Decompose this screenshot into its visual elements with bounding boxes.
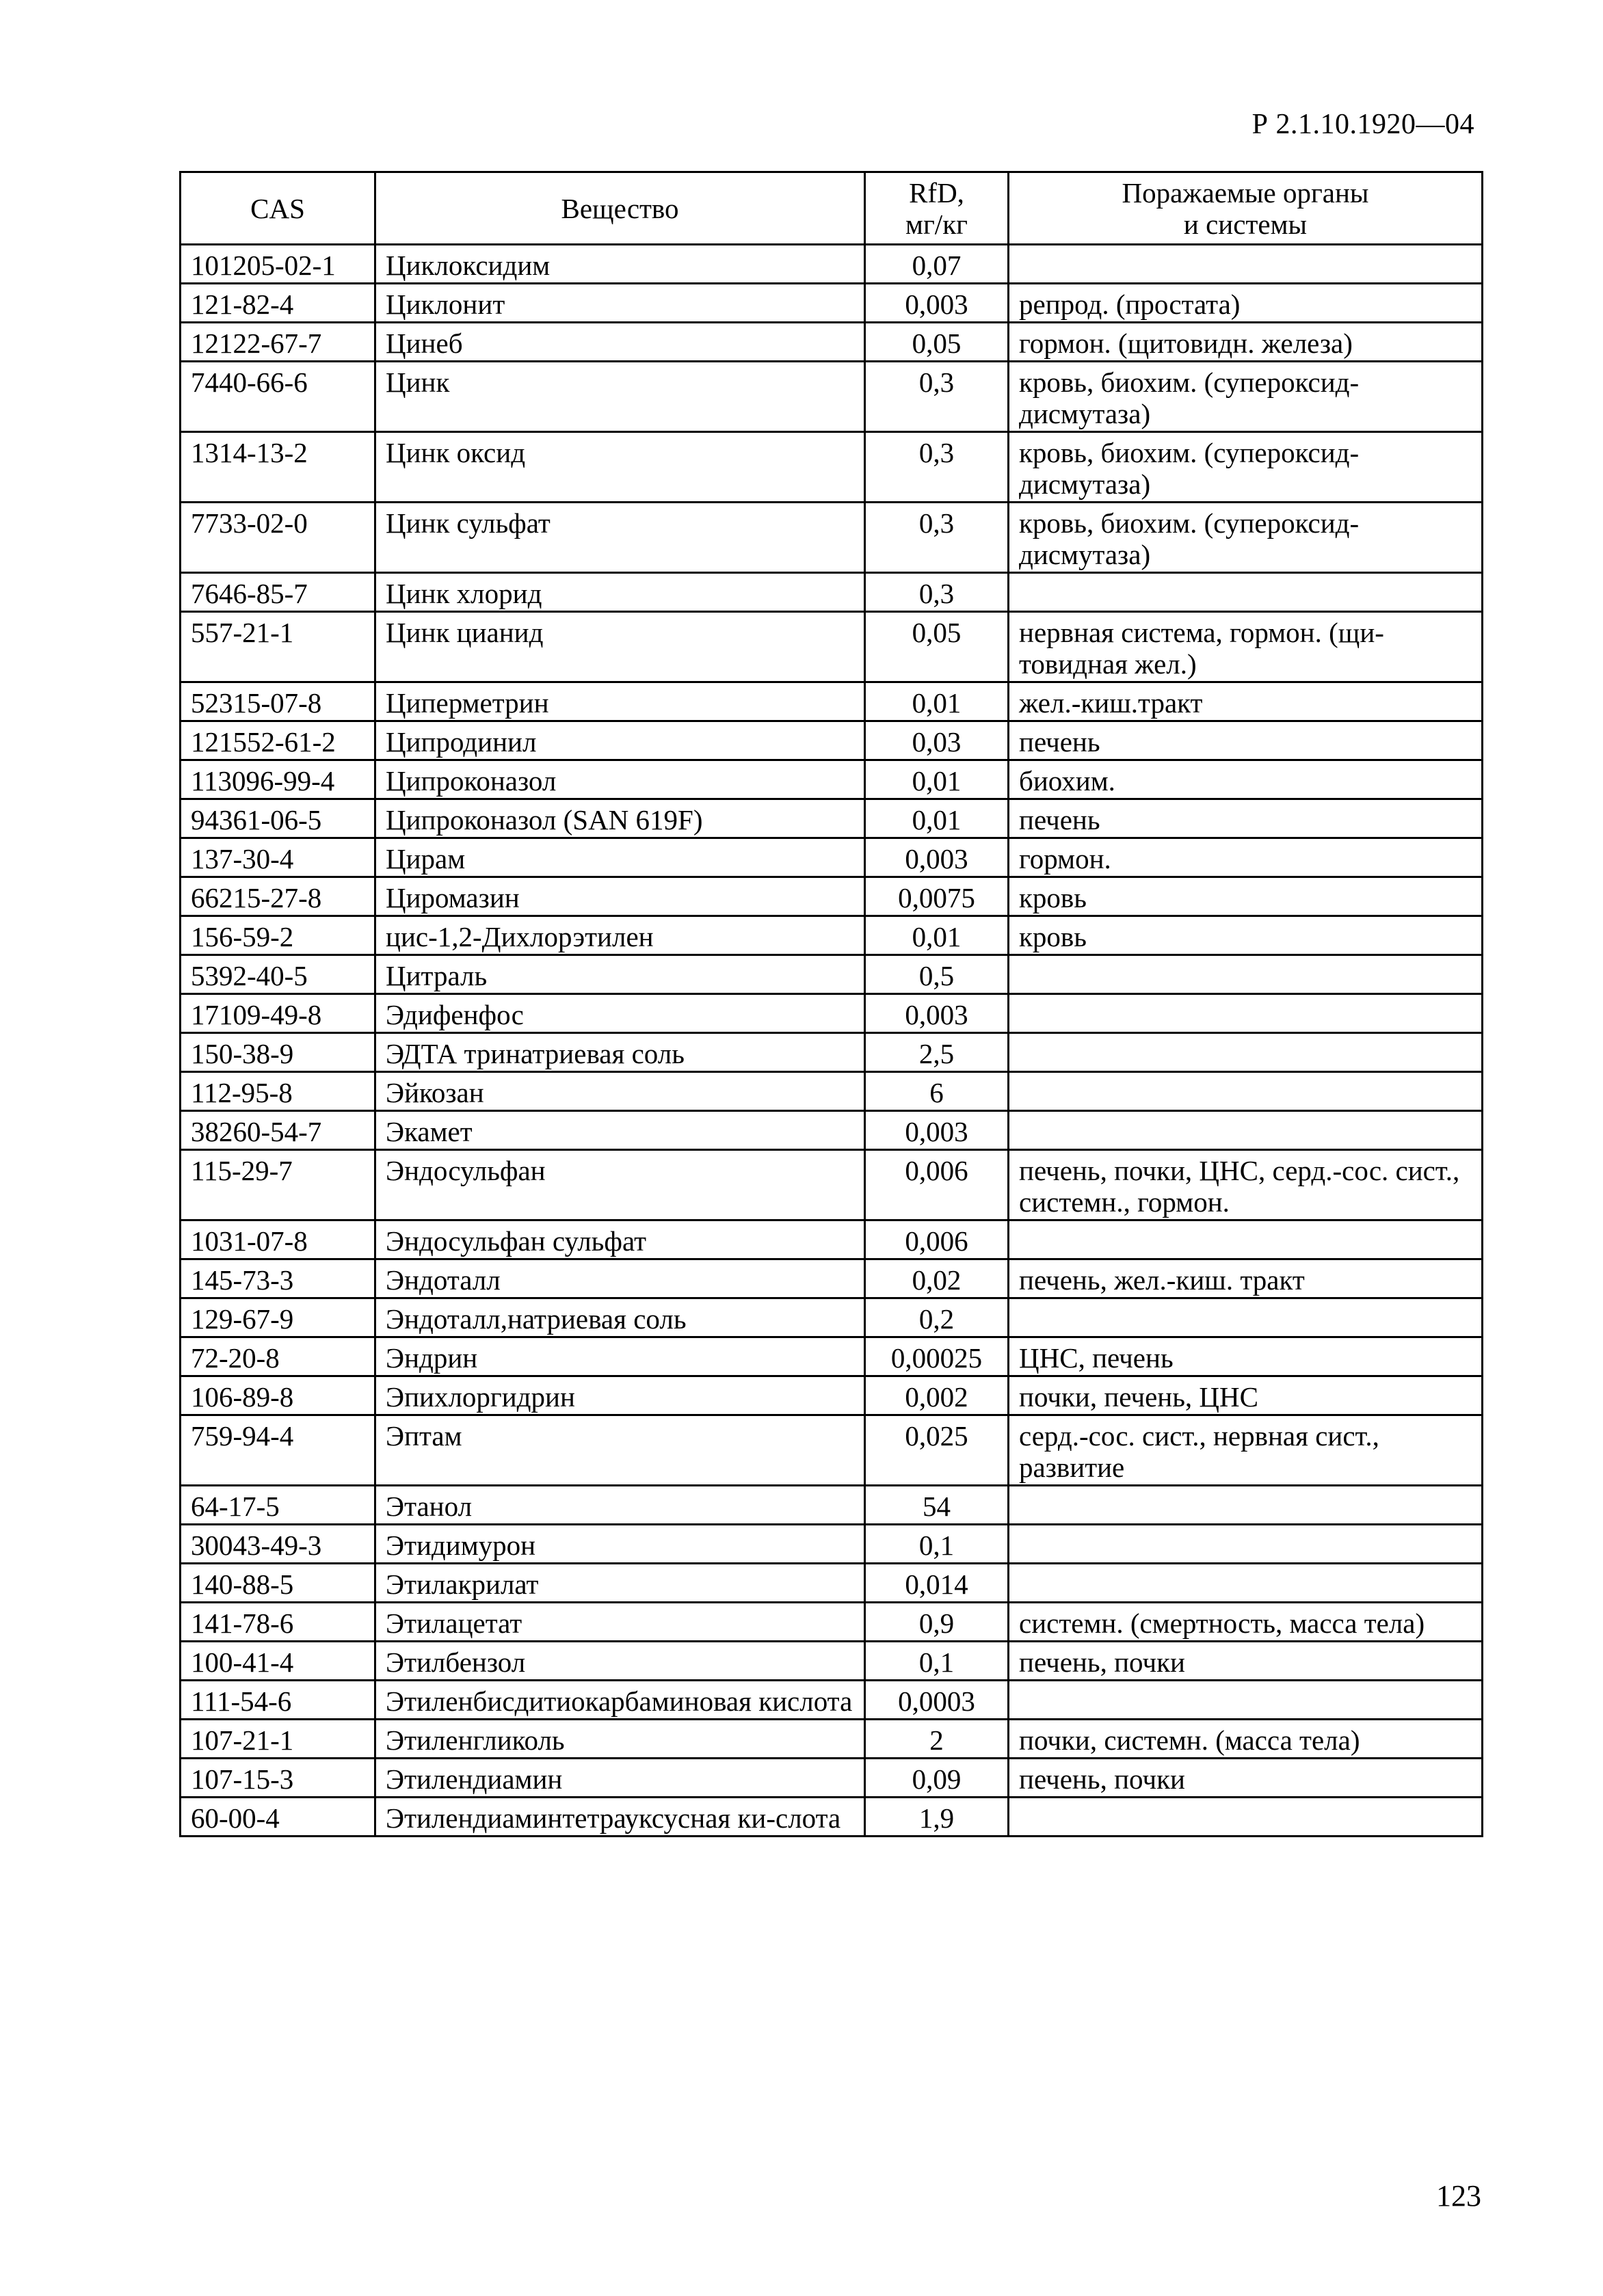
cas-cell: 107-21-1 <box>181 1720 375 1759</box>
rfd-cell: 0,003 <box>865 838 1009 877</box>
substance-cell: Циромазин <box>375 877 865 916</box>
cas-cell: 141-78-6 <box>181 1603 375 1642</box>
substance-cell: Эндрин <box>375 1337 865 1376</box>
organs-cell: кровь <box>1009 877 1483 916</box>
rfd-cell: 0,01 <box>865 760 1009 799</box>
table-row <box>181 1486 1483 1525</box>
table-row <box>181 682 1483 721</box>
organs-cell: печень, почки <box>1009 1759 1483 1798</box>
organs-cell: печень <box>1009 799 1483 838</box>
rfd-cell: 0,003 <box>865 284 1009 323</box>
substance-cell: Эндоталл,натриевая соль <box>375 1298 865 1337</box>
substance-cell: Этилбензол <box>375 1642 865 1681</box>
substance-cell: Этилакрилат <box>375 1564 865 1603</box>
substance-cell: ЭДТА тринатриевая соль <box>375 1033 865 1072</box>
substance-cell: Цинк оксид <box>375 432 865 503</box>
cas-cell: 1031-07-8 <box>181 1220 375 1259</box>
substance-cell: Этиленгликоль <box>375 1720 865 1759</box>
organs-cell <box>1009 1798 1483 1837</box>
cas-cell: 121552-61-2 <box>181 721 375 760</box>
rfd-cell: 0,025 <box>865 1415 1009 1486</box>
substance-cell: Эйкозан <box>375 1072 865 1111</box>
cas-cell: 145-73-3 <box>181 1259 375 1298</box>
rfd-cell: 0,0003 <box>865 1681 1009 1720</box>
cas-cell: 106-89-8 <box>181 1376 375 1415</box>
organs-cell <box>1009 1486 1483 1525</box>
substance-cell: Ципродинил <box>375 721 865 760</box>
rfd-cell: 0,3 <box>865 573 1009 612</box>
cas-cell: 115-29-7 <box>181 1150 375 1220</box>
table-row <box>181 323 1483 362</box>
cas-cell: 113096-99-4 <box>181 760 375 799</box>
substance-cell: Этидимурон <box>375 1525 865 1564</box>
table-row <box>181 245 1483 284</box>
cas-cell: 17109-49-8 <box>181 994 375 1033</box>
organs-cell <box>1009 1111 1483 1150</box>
substance-cell: Эндосульфан сульфат <box>375 1220 865 1259</box>
table-row <box>181 1681 1483 1720</box>
rfd-cell: 0,002 <box>865 1376 1009 1415</box>
organs-cell <box>1009 573 1483 612</box>
cas-cell: 121-82-4 <box>181 284 375 323</box>
table-row <box>181 284 1483 323</box>
rfd-cell: 0,1 <box>865 1525 1009 1564</box>
organs-cell <box>1009 1072 1483 1111</box>
rfd-cell: 0,00025 <box>865 1337 1009 1376</box>
substance-cell: Эндосульфан <box>375 1150 865 1220</box>
organs-cell <box>1009 1681 1483 1720</box>
cas-cell: 112-95-8 <box>181 1072 375 1111</box>
cas-cell: 7440-66-6 <box>181 362 375 432</box>
rfd-cell: 0,0075 <box>865 877 1009 916</box>
organs-cell: печень, почки, ЦНС, серд.-сос. сист., системн., гормон. <box>1009 1150 1483 1220</box>
cas-cell: 140-88-5 <box>181 1564 375 1603</box>
rfd-cell: 2,5 <box>865 1033 1009 1072</box>
rfd-cell: 0,006 <box>865 1150 1009 1220</box>
rfd-cell: 0,3 <box>865 432 1009 503</box>
table-row <box>181 1603 1483 1642</box>
substance-cell: Цинк сульфат <box>375 503 865 573</box>
organs-cell: кровь, биохим. (супероксид-дисмутаза) <box>1009 503 1483 573</box>
substance-cell: Циперметрин <box>375 682 865 721</box>
organs-cell <box>1009 955 1483 994</box>
table-row <box>181 1150 1483 1220</box>
table-row <box>181 1259 1483 1298</box>
cas-cell: 759-94-4 <box>181 1415 375 1486</box>
rfd-cell: 6 <box>865 1072 1009 1111</box>
cas-cell: 101205-02-1 <box>181 245 375 284</box>
cas-cell: 64-17-5 <box>181 1486 375 1525</box>
table-row <box>181 1415 1483 1486</box>
table-row <box>181 1525 1483 1564</box>
rfd-cell: 54 <box>865 1486 1009 1525</box>
header-organs-line2: и системы <box>1183 208 1308 240</box>
organs-cell: жел.-киш.тракт <box>1009 682 1483 721</box>
cas-cell: 111-54-6 <box>181 1681 375 1720</box>
table-row <box>181 838 1483 877</box>
cas-cell: 66215-27-8 <box>181 877 375 916</box>
header-rfd <box>865 172 1009 245</box>
cas-cell: 100-41-4 <box>181 1642 375 1681</box>
organs-cell: биохим. <box>1009 760 1483 799</box>
table-row <box>181 1072 1483 1111</box>
rfd-cell: 0,3 <box>865 362 1009 432</box>
organs-cell: ЦНС, печень <box>1009 1337 1483 1376</box>
organs-cell: репрод. (простата) <box>1009 284 1483 323</box>
table-row <box>181 877 1483 916</box>
table-row <box>181 955 1483 994</box>
cas-cell: 30043-49-3 <box>181 1525 375 1564</box>
substance-cell: Эдифенфос <box>375 994 865 1033</box>
rfd-cell: 0,01 <box>865 916 1009 955</box>
table-row <box>181 721 1483 760</box>
substance-cell: Цинк <box>375 362 865 432</box>
table-row <box>181 612 1483 682</box>
cas-cell: 156-59-2 <box>181 916 375 955</box>
rfd-cell: 0,014 <box>865 1564 1009 1603</box>
substance-cell: Цинк цианид <box>375 612 865 682</box>
organs-cell: системн. (смертность, масса тела) <box>1009 1603 1483 1642</box>
organs-cell <box>1009 1033 1483 1072</box>
organs-cell: гормон. <box>1009 838 1483 877</box>
organs-cell <box>1009 1220 1483 1259</box>
organs-cell: печень, почки <box>1009 1642 1483 1681</box>
organs-cell: почки, системн. (масса тела) <box>1009 1720 1483 1759</box>
cas-cell: 12122-67-7 <box>181 323 375 362</box>
document-code: Р 2.1.10.1920—04 <box>1251 109 1474 140</box>
substance-table <box>179 171 1483 1837</box>
substance-cell: Этиленбисдитиокарбаминовая кислота <box>375 1681 865 1720</box>
rfd-cell: 0,3 <box>865 503 1009 573</box>
table-row <box>181 799 1483 838</box>
table-row <box>181 432 1483 503</box>
organs-cell: кровь <box>1009 916 1483 955</box>
cas-cell: 1314-13-2 <box>181 432 375 503</box>
table-row <box>181 916 1483 955</box>
cas-cell: 150-38-9 <box>181 1033 375 1072</box>
rfd-cell: 0,07 <box>865 245 1009 284</box>
rfd-cell: 1,9 <box>865 1798 1009 1837</box>
table-row <box>181 1033 1483 1072</box>
page-number: 123 <box>1436 2179 1481 2213</box>
table-row <box>181 1759 1483 1798</box>
substance-cell: Циклоксидим <box>375 245 865 284</box>
substance-cell: Этанол <box>375 1486 865 1525</box>
cas-cell: 94361-06-5 <box>181 799 375 838</box>
substance-cell: Этилацетат <box>375 1603 865 1642</box>
substance-cell: Цитраль <box>375 955 865 994</box>
cas-cell: 5392-40-5 <box>181 955 375 994</box>
table-row <box>181 1642 1483 1681</box>
substance-cell: Цинеб <box>375 323 865 362</box>
organs-cell <box>1009 1298 1483 1337</box>
substance-cell: Эндоталл <box>375 1259 865 1298</box>
organs-cell <box>1009 994 1483 1033</box>
cas-cell: 137-30-4 <box>181 838 375 877</box>
cas-cell: 129-67-9 <box>181 1298 375 1337</box>
table-row <box>181 362 1483 432</box>
rfd-cell: 2 <box>865 1720 1009 1759</box>
organs-cell: почки, печень, ЦНС <box>1009 1376 1483 1415</box>
rfd-cell: 0,01 <box>865 799 1009 838</box>
header-rfd-line2: мг/кг <box>905 208 968 240</box>
table-row <box>181 1798 1483 1837</box>
rfd-cell: 0,03 <box>865 721 1009 760</box>
organs-cell: серд.-сос. сист., нервная сист., развитие <box>1009 1415 1483 1486</box>
table-row <box>181 994 1483 1033</box>
header-organs <box>1009 172 1483 245</box>
table-row <box>181 573 1483 612</box>
substance-cell: Цирам <box>375 838 865 877</box>
organs-cell: кровь, биохим. (супероксид-дисмутаза) <box>1009 362 1483 432</box>
table-row <box>181 1720 1483 1759</box>
substance-cell: Экамет <box>375 1111 865 1150</box>
table-row <box>181 1220 1483 1259</box>
header-cas: CAS <box>181 172 375 245</box>
organs-cell <box>1009 1564 1483 1603</box>
substance-cell: Эптам <box>375 1415 865 1486</box>
rfd-cell: 0,09 <box>865 1759 1009 1798</box>
table-header-row <box>181 172 1483 245</box>
rfd-cell: 0,003 <box>865 1111 1009 1150</box>
rfd-cell: 0,05 <box>865 612 1009 682</box>
rfd-cell: 0,01 <box>865 682 1009 721</box>
table-row <box>181 1298 1483 1337</box>
cas-cell: 107-15-3 <box>181 1759 375 1798</box>
organs-cell: нервная система, гормон. (щи-товидная жел.) <box>1009 612 1483 682</box>
rfd-cell: 0,2 <box>865 1298 1009 1337</box>
rfd-cell: 0,5 <box>865 955 1009 994</box>
rfd-cell: 0,006 <box>865 1220 1009 1259</box>
cas-cell: 557-21-1 <box>181 612 375 682</box>
substance-cell: Эпихлоргидрин <box>375 1376 865 1415</box>
substance-cell: Ципроконазол <box>375 760 865 799</box>
rfd-cell: 0,9 <box>865 1603 1009 1642</box>
header-substance: Вещество <box>375 172 865 245</box>
rfd-cell: 0,02 <box>865 1259 1009 1298</box>
cas-cell: 38260-54-7 <box>181 1111 375 1150</box>
table-row <box>181 1337 1483 1376</box>
organs-cell: кровь, биохим. (супероксид-дисмутаза) <box>1009 432 1483 503</box>
substance-cell: Цинк хлорид <box>375 573 865 612</box>
organs-cell <box>1009 1525 1483 1564</box>
cas-cell: 52315-07-8 <box>181 682 375 721</box>
organs-cell: печень <box>1009 721 1483 760</box>
table-row <box>181 1111 1483 1150</box>
rfd-cell: 0,05 <box>865 323 1009 362</box>
substance-cell: Этилендиамин <box>375 1759 865 1798</box>
substance-cell: Циклонит <box>375 284 865 323</box>
substance-cell: Ципроконазол (SAN 619F) <box>375 799 865 838</box>
header-rfd-line1: RfD, <box>909 176 964 209</box>
table-row <box>181 760 1483 799</box>
rfd-cell: 0,1 <box>865 1642 1009 1681</box>
substance-cell: цис-1,2-Дихлорэтилен <box>375 916 865 955</box>
cas-cell: 60-00-4 <box>181 1798 375 1837</box>
table-row <box>181 503 1483 573</box>
table-row <box>181 1564 1483 1603</box>
table-body <box>181 245 1483 1837</box>
cas-cell: 7733-02-0 <box>181 503 375 573</box>
cas-cell: 72-20-8 <box>181 1337 375 1376</box>
rfd-cell: 0,003 <box>865 994 1009 1033</box>
organs-cell: печень, жел.-киш. тракт <box>1009 1259 1483 1298</box>
organs-cell: гормон. (щитовидн. железа) <box>1009 323 1483 362</box>
header-organs-line1: Поражаемые органы <box>1122 176 1369 209</box>
table-row <box>181 1376 1483 1415</box>
substance-cell: Этилендиаминтетрауксусная ки-слота <box>375 1798 865 1837</box>
cas-cell: 7646-85-7 <box>181 573 375 612</box>
organs-cell <box>1009 245 1483 284</box>
